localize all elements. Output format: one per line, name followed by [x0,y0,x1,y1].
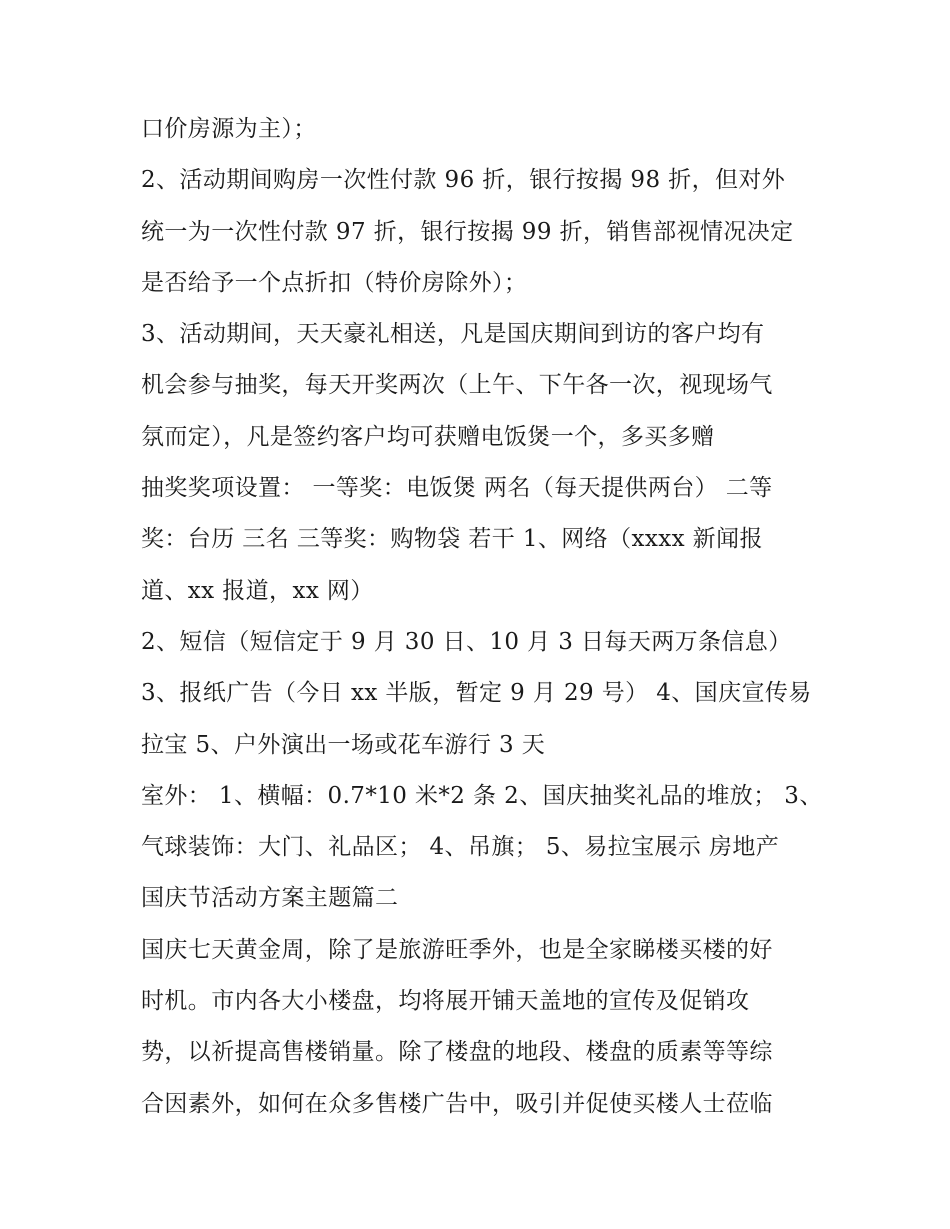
text-line-9: 奖：台历 三名 三等奖：购物袋 若干 1、网络（xxxx 新闻报 [141,526,763,553]
text-line-7: 氛而定），凡是签约客户均可获赠电饭煲一个，多买多赠 [141,423,715,450]
text-line-1: 口价房源为主）； [141,116,317,142]
text-line-19: 势，以祈提高售楼销量。除了楼盘的地段、楼盘的质素等等综 [141,1039,773,1066]
text-line-14: 室外： 1、横幅：0.7*10 米*2 条 2、国庆抽奖礼品的堆放； 3、 [141,782,823,809]
text-line-13: 拉宝 5、户外演出一场或花车游行 3 天 [141,731,546,758]
text-line-17: 国庆七天黄金周，除了是旅游旺季外，也是全家睇楼买楼的好 [141,936,773,963]
text-line-2: 2、活动期间购房一次性付款 96 折，银行按揭 98 折，但对外 [141,167,786,194]
text-line-20: 合因素外，如何在众多售楼广告中，吸引并促使买楼人士莅临 [141,1090,773,1117]
text-line-11: 2、短信（短信定于 9 月 30 日、10 月 3 日每天两万条信息） [141,628,792,655]
text-line-10: 道、xx 报道，xx 网） [141,577,374,604]
section-heading: 国庆节活动方案主题篇二 [141,885,399,912]
text-line-15: 气球装饰：大门、礼品区； 4、吊旗； 5、易拉宝展示 房地产 [141,834,780,861]
text-line-4: 是否给予一个点折扣（特价房除外）； [141,269,528,296]
document-body [141,104,821,1130]
text-line-5: 3、活动期间，天天豪礼相送，凡是国庆期间到访的客户均有 [141,321,765,348]
text-line-6: 机会参与抽奖，每天开奖两次（上午、下午各一次，视现场气 [141,372,773,399]
text-line-18: 时机。市内各大小楼盘，均将展开铺天盖地的宣传及促销攻 [141,988,750,1015]
text-line-8: 抽奖奖项设置： 一等奖：电饭煲 两名（每天提供两台） 二等 [141,475,773,502]
text-line-12: 3、报纸广告（今日 xx 半版，暂定 9 月 29 号） 4、国庆宣传易 [141,680,812,707]
text-line-3: 统一为一次性付款 97 折，银行按揭 99 折，销售部视情况决定 [141,218,794,245]
